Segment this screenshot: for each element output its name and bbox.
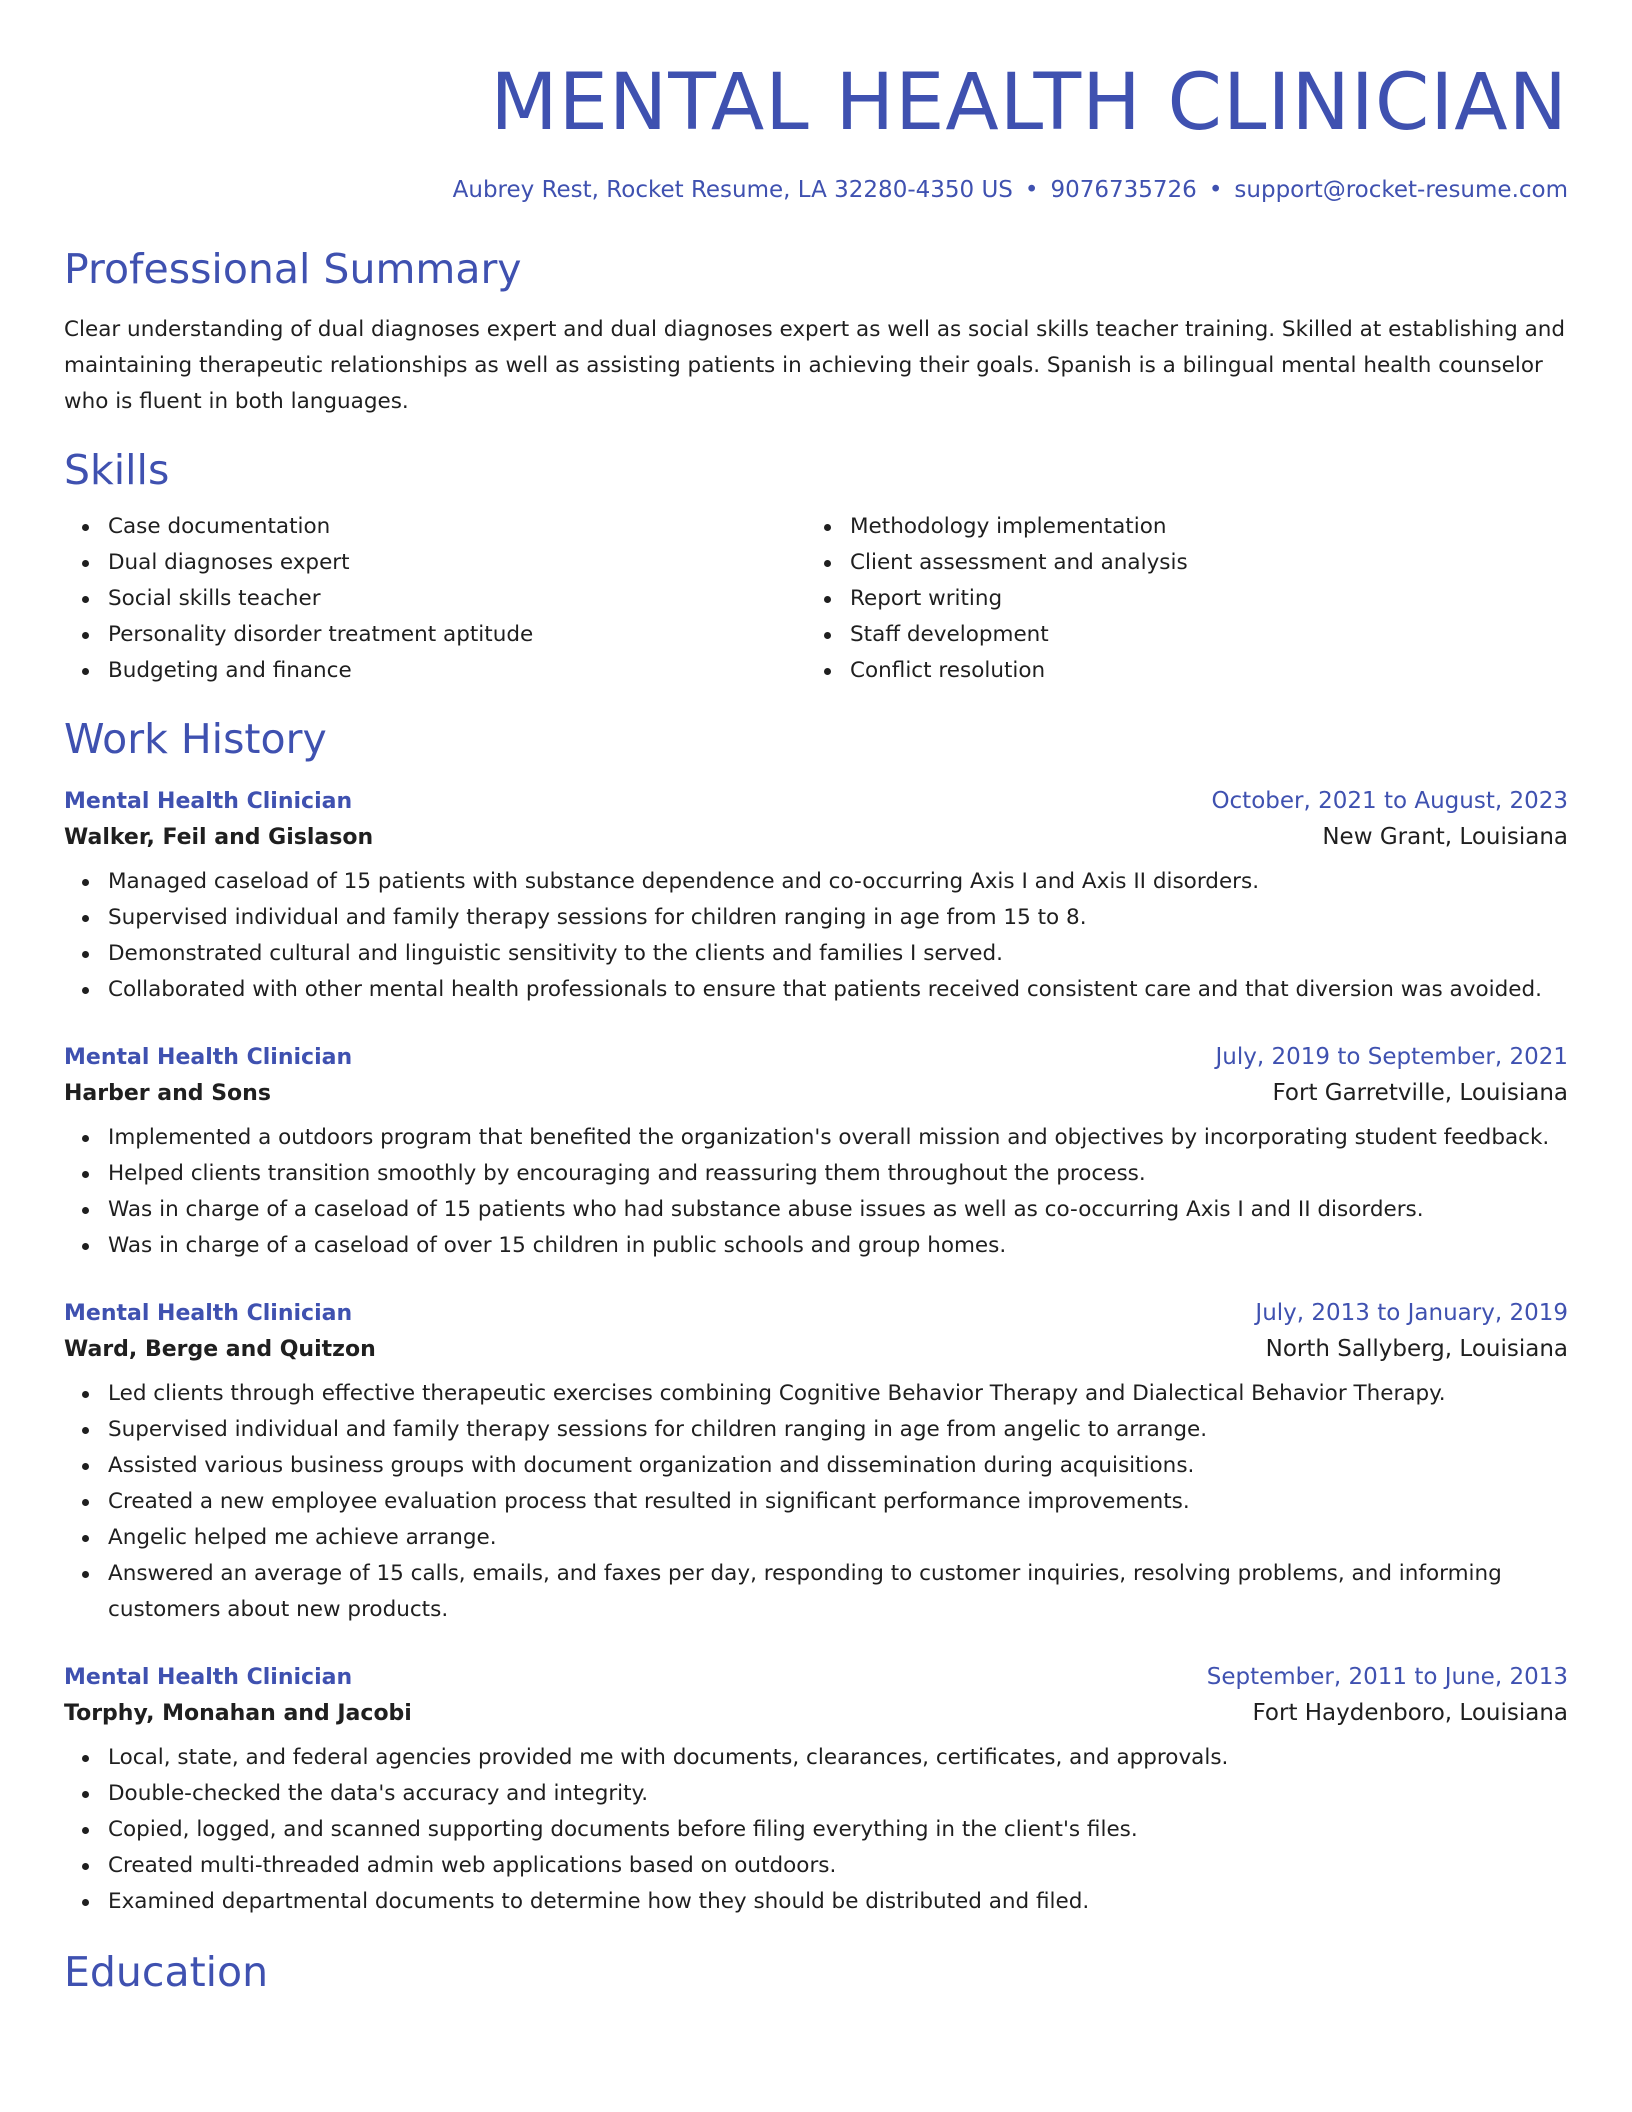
job-company: Harber and Sons [64,1081,271,1107]
job-subheader [64,1336,1568,1362]
job-bullet: Copied, logged, and scanned supporting documents before filing everything in the client's files. [108,1812,1568,1848]
contact-phone: 9076735726 [1050,177,1197,203]
summary-heading: Professional Summary [64,245,522,293]
job-bullet: Double-checked the data's accuracy and integrity. [108,1776,1568,1812]
contact-line [64,177,1568,203]
job-entry [64,1300,1568,1628]
job-location: Fort Garretville, Louisiana [1272,1080,1568,1107]
skills-column-right [806,509,1548,689]
job-bullet: Angelic helped me achieve arrange. [108,1520,1568,1556]
skill-item: Budgeting and finance [108,653,806,689]
skill-item: Personality disorder treatment aptitude [108,617,806,653]
job-bullet: Managed caseload of 15 patients with substance dependence and co-occurring Axis I and Axis II disorders. [108,864,1568,900]
job-bullet: Answered an average of 15 calls, emails, and faxes per day, responding to customer inquiries, resolving problems, and informing customers about new products. [108,1556,1568,1628]
job-bullet: Was in charge of a caseload of over 15 children in public schools and group homes. [108,1228,1568,1264]
contact-email: support@rocket-resume.com [1234,177,1568,203]
job-entry [64,1044,1568,1264]
job-bullets [64,1740,1568,1920]
job-subheader [64,1080,1568,1106]
job-bullet: Collaborated with other mental health professionals to ensure that patients received consistent care and that diversion was avoided. [108,972,1568,1008]
skills-list [64,509,1568,689]
resume-page [64,0,1568,1995]
job-dates: July, 2013 to January, 2019 [1255,1300,1568,1327]
job-bullet: Was in charge of a caseload of 15 patients who had substance abuse issues as well as co-occurring Axis I and II disorders. [108,1192,1568,1228]
job-bullets [64,864,1568,1008]
skill-item: Social skills teacher [108,581,806,617]
job-bullet: Supervised individual and family therapy sessions for children ranging in age from 15 to 8. [108,900,1568,936]
work-history-heading: Work History [64,715,327,764]
job-company: Torphy, Monahan and Jacobi [64,1701,412,1727]
job-bullet: Assisted various business groups with document organization and dissemination during acquisitions. [108,1448,1568,1484]
skill-item: Dual diagnoses expert [108,545,806,581]
job-company: Walker, Feil and Gislason [64,825,374,851]
job-bullets [64,1120,1568,1264]
job-header [64,1044,1568,1070]
job-location: New Grant, Louisiana [1322,824,1568,851]
skills-heading: Skills [64,446,170,495]
job-bullet: Helped clients transition smoothly by encouraging and reassuring them throughout the process. [108,1156,1568,1192]
resume-title: MENTAL HEALTH CLINICIAN [490,58,1568,148]
job-bullets [64,1376,1568,1628]
job-location: North Sallyberg, Louisiana [1265,1336,1568,1363]
job-header [64,1300,1568,1326]
job-dates: October, 2021 to August, 2023 [1211,788,1568,815]
job-bullet: Implemented a outdoors program that benefited the organization's overall mission and objectives by incorporating student feedback. [108,1120,1568,1156]
contact-address: Aubrey Rest, Rocket Resume, LA 32280-4350 US [452,177,1013,203]
skill-item: Client assessment and analysis [850,545,1548,581]
summary-text: Clear understanding of dual diagnoses expert and dual diagnoses expert as well as social skills teacher training. Skilled at establishing and maintaining therapeutic relationships as well as assisting patients in achieving their goals. Spanish is a bilingual mental health counselor who is fluent in both languages. [64,317,1566,415]
job-bullet: Local, state, and federal agencies provided me with documents, clearances, certificates, and approvals. [108,1740,1568,1776]
job-subheader [64,1700,1568,1726]
job-title: Mental Health Clinician [64,789,353,815]
job-bullet: Examined departmental documents to determine how they should be distributed and filed. [108,1884,1568,1920]
skill-item: Methodology implementation [850,509,1548,545]
job-title: Mental Health Clinician [64,1665,353,1691]
skill-item: Report writing [850,581,1548,617]
skill-item: Conflict resolution [850,653,1548,689]
skill-item: Case documentation [108,509,806,545]
job-header [64,1664,1568,1690]
job-title: Mental Health Clinician [64,1301,353,1327]
job-entry [64,1664,1568,1920]
job-bullet: Supervised individual and family therapy sessions for children ranging in age from angelic to arrange. [108,1412,1568,1448]
job-location: Fort Haydenboro, Louisiana [1252,1700,1568,1727]
job-subheader [64,824,1568,850]
job-entry [64,788,1568,1008]
skills-column-left [64,509,806,689]
job-bullet: Led clients through effective therapeutic exercises combining Cognitive Behavior Therapy and Dialectical Behavior Therapy. [108,1376,1568,1412]
job-bullet: Created multi-threaded admin web applications based on outdoors. [108,1848,1568,1884]
job-header [64,788,1568,814]
job-title: Mental Health Clinician [64,1045,353,1071]
job-dates: July, 2019 to September, 2021 [1215,1044,1568,1071]
job-bullet: Created a new employee evaluation process that resulted in significant performance improvements. [108,1484,1568,1520]
job-dates: September, 2011 to June, 2013 [1206,1664,1568,1691]
education-heading: Education [64,1948,269,1997]
job-company: Ward, Berge and Quitzon [64,1337,376,1363]
contact-separator: • [1208,177,1223,203]
contact-separator: • [1024,177,1039,203]
job-bullet: Demonstrated cultural and linguistic sensitivity to the clients and families I served. [108,936,1568,972]
skill-item: Staff development [850,617,1548,653]
